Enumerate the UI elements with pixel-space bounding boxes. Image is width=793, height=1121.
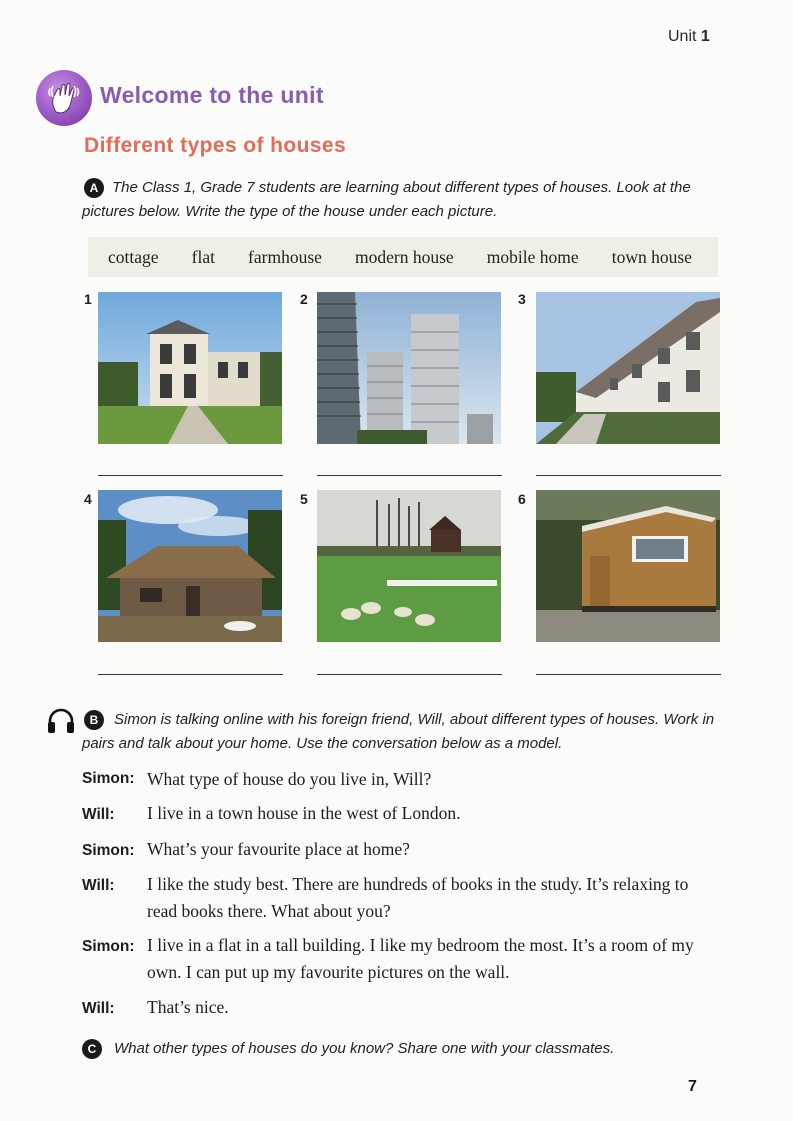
answer-line-3[interactable]: [536, 475, 721, 476]
subtitle: Different types of houses: [84, 134, 347, 157]
word-bank-item: town house: [611, 246, 692, 267]
picture-number: 1: [84, 291, 92, 307]
speaker-name: Will:: [82, 877, 115, 894]
speaker-name: Simon:: [82, 842, 135, 859]
picture-number: 3: [518, 291, 526, 307]
dialogue-line: What type of house do you live in, Will?: [147, 769, 432, 789]
exercise-b-instruction: Simon is talking online with his foreign friend, Will, about different types of houses. Work in pairs and talk about your home. Use the conversation below as a model.: [82, 711, 715, 752]
answer-line-4[interactable]: [98, 674, 283, 675]
picture-number: 5: [300, 491, 308, 507]
speaker-name: Will:: [82, 1000, 115, 1017]
answer-line-2[interactable]: [317, 475, 502, 476]
exercise-a-instruction: The Class 1, Grade 7 students are learning about different types of houses. Look at the pictures below. Write the type of the house under each picture.: [82, 179, 691, 220]
dialogue-line: That’s nice.: [147, 997, 229, 1017]
tower-blocks-photo: [317, 292, 501, 444]
answer-line-5[interactable]: [317, 674, 502, 675]
unit-label: [668, 28, 710, 46]
waving-hand-icon: [36, 70, 92, 126]
unit-word: Unit: [668, 28, 697, 45]
word-bank-item: cottage: [108, 246, 159, 267]
page-number: 7: [688, 1078, 697, 1095]
word-bank-item: farmhouse: [248, 246, 322, 267]
word-bank: [88, 237, 718, 277]
picture-number: 2: [300, 291, 308, 307]
town-houses-photo: [536, 292, 720, 444]
word-bank-item: modern house: [355, 246, 454, 267]
dialogue-line: I live in a flat in a tall building. I like my bedroom the most. It’s a room of my own. I can put up my favourite pictures on the wall.: [147, 935, 694, 982]
exercise-a-badge: A: [84, 178, 104, 198]
exercise-c-badge: C: [82, 1039, 102, 1059]
speaker-name: Simon:: [82, 938, 135, 955]
picture-number: 6: [518, 491, 526, 507]
section-title: Welcome to the unit: [100, 82, 324, 108]
speaker-name: Simon:: [82, 770, 135, 787]
dialogue-line: What’s your favourite place at home?: [147, 839, 410, 859]
headphones-icon: [46, 708, 76, 739]
thatched-cottage-photo: [98, 490, 282, 642]
speaker-name: Will:: [82, 806, 115, 823]
modern-house-photo: [98, 292, 282, 444]
picture-number: 4: [84, 491, 92, 507]
word-bank-item: mobile home: [486, 246, 579, 267]
word-bank-item: flat: [191, 246, 215, 267]
farm-with-sheep-photo: [317, 490, 501, 642]
exercise-c-instruction: What other types of houses do you know? Share one with your classmates.: [114, 1040, 615, 1057]
dialogue-line: I like the study best. There are hundreds of books in the study. It’s relaxing to read books there. What about you?: [147, 874, 689, 921]
unit-number: 1: [700, 28, 710, 45]
dialogue-line: I live in a town house in the west of London.: [147, 803, 461, 823]
answer-line-6[interactable]: [536, 674, 721, 675]
exercise-b-badge: B: [84, 710, 104, 730]
answer-line-1[interactable]: [98, 475, 283, 476]
mobile-home-photo: [536, 490, 720, 642]
